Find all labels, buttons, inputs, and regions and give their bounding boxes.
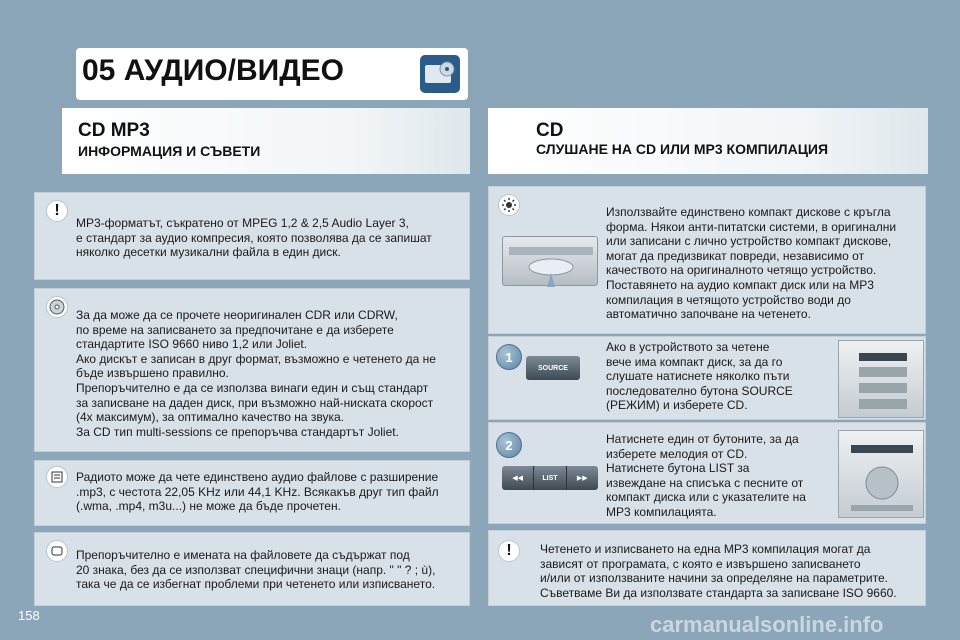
file-names-text: Препоръчително е имената на файловете да съдържат под 20 знака, без да се използват специфични знаци (напр. " " ? ; ù), така че да се избегнат проблеми при четенето или изписването. [76, 548, 436, 592]
step1-text: Ако в устройството за четене вече има компакт диск, за да го слушате натиснете няколко пъти последователно бутона SOURCE (РЕЖИМ) и изберете CD. [606, 340, 793, 413]
disc-icon [46, 296, 68, 318]
note-icon [46, 540, 68, 562]
radio-buttons-image [838, 430, 924, 518]
list-button[interactable]: LIST [534, 466, 566, 490]
left-header-subtitle: ИНФОРМАЦИЯ И СЪВЕТИ [78, 143, 261, 159]
page-number: 158 [18, 608, 40, 623]
memo-icon [46, 466, 68, 488]
prev-track-button[interactable]: ◀◀ [502, 466, 534, 490]
next-track-button[interactable]: ▶▶ [576, 475, 588, 482]
cd-player-image [502, 236, 598, 286]
track-buttons [502, 466, 598, 490]
file-types-text: Радиото може да чете единствено аудио файлове с разширение .mp3, с честота 22,05 KHz или 44,1 KHz. Всякакъв друг тип файл (.wma, .mp4, m3u...) не може да бъде прочетен. [76, 470, 439, 514]
sun-icon [498, 194, 520, 216]
right-header-subtitle: СЛУШАНЕ НА CD ИЛИ MP3 КОМПИЛАЦИЯ [536, 141, 829, 157]
mp3-note-text: Четенето и изписването на една MP3 компилация могат да зависят от програмата, с която е извършено записването и/или от използваните начини за определяне на параметрите. Съветваме Ви да използвате стандарта за записване ISO 9660. [540, 542, 897, 600]
warning-icon: ! [498, 540, 520, 562]
cdr-text: За да може да се прочете неоригинален CDR или CDRW, по време на записването за предпочитане е да изберете стандартите ISO 9660 ниво 1,2 или Joliet. Ако дискът е записан в друг формат, възможно е четенето да не бъде извършено правилно. Препоръчително е да се използва винаги един и същ стандарт за записване на даден диск, при възможно най-ниската скорост (4x максимум), за оптимално качество на звука. За CD тип multi-sessions се препоръчва стандартът Joliet. [76, 308, 436, 439]
cd-usage-text: Използвайте единствено компакт дискове с кръгла форма. Някои анти-питатски системи, в оригинални или записани с лично устройство компакт дискове, могат да предизвикат повреди, независимо от качеството на оригиналното четящо устройство. Поставянето на аудио компакт диск или на MP3 компилация в четящото устройство води до автоматично започване на четенето. [606, 205, 897, 322]
source-button[interactable]: SOURCE [526, 356, 580, 380]
page-title: 05 АУДИО/ВИДЕО [82, 54, 344, 87]
mp3-format-text: MP3-форматът, съкратено от MPEG 1,2 & 2,5 Audio Layer 3, е стандарт за аудио компресия, която позволява да се запишат няколко десетки музикални файла в един диск. [76, 216, 432, 260]
step-1-badge: 1 [496, 344, 522, 370]
step-2-badge: 2 [496, 432, 522, 458]
cd-mp3-icon [420, 55, 460, 93]
right-header-title: CD [536, 120, 564, 141]
radio-panel-image [838, 340, 924, 418]
left-header-title: CD MP3 [78, 120, 150, 141]
warning-icon: ! [46, 200, 68, 222]
step2-text: Натиснете един от бутоните, за да изберете мелодия от CD. Натиснете бутона LIST за извеждане на списъка с песните от компакт диска или с указателите на MP3 компилацията. [606, 432, 806, 519]
watermark: carmanualsonline.info [650, 612, 884, 637]
